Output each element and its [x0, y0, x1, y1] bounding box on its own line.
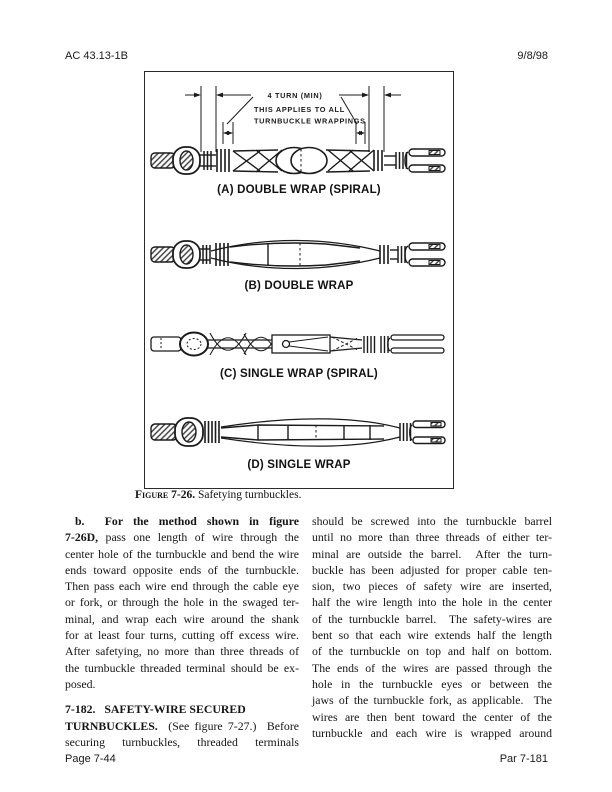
header-date: 9/8/98 [517, 50, 548, 62]
header-doc-number: AC 43.13-1B [65, 50, 128, 62]
text-line: of the turnbuckle barrel. The safety-wires are [312, 611, 552, 626]
diagram-d-label: (D) SINGLE WRAP [247, 459, 351, 471]
text-line: 7-26D, pass one length of wire through the [65, 530, 299, 545]
figure-7-26-box [144, 71, 454, 489]
right-column [312, 513, 552, 750]
text-line: The ends of the wires are passed through the [312, 660, 552, 675]
text-line: b. For the method shown in figure [75, 514, 299, 528]
text-line: bent so that each wire extends half the length [312, 628, 552, 643]
turnbuckle-double-wrap-illustration [148, 232, 452, 278]
paragraph-right [312, 513, 552, 741]
text-line: hole in the turnbuckle eyes or between the [312, 676, 552, 691]
text-line: jaws of the turnbuckle fork, as applicable. The [312, 693, 552, 708]
text-line: until no more than three threads of either ter- [312, 530, 552, 545]
text-line: minal, and wrap each wire around the shank [65, 611, 299, 626]
footer-paragraph-ref: Par 7-181 [499, 753, 548, 765]
turnbuckle-single-wrap-spiral-illustration [148, 322, 452, 368]
figure-caption [135, 489, 301, 501]
text-line: TURNBUCKLES. (See figure 7-27.) Before [65, 718, 299, 733]
figure-caption-number: Figure 7-26. [135, 489, 196, 501]
text-line: of the turnbuckle on top and half on bottom. [312, 644, 552, 659]
text-line: 7-182. SAFETY-WIRE SECURED [65, 702, 246, 717]
text-line: center hole of the turnbuckle and bend the wire [65, 546, 299, 561]
text-line: wires are then bent toward the center of the [312, 709, 552, 724]
text-line: securing turnbuckles, threaded terminals [65, 734, 299, 749]
left-column [65, 513, 299, 750]
text-line: or fork, or through the hole in the swaged ter- [65, 595, 299, 610]
turnbuckle-single-wrap-illustration [148, 410, 452, 456]
text-line: for at least four turns, cutting off excess wire. [65, 628, 299, 643]
page-header [65, 50, 548, 62]
diagram-a-label: (A) DOUBLE WRAP (SPIRAL) [217, 184, 381, 196]
callout-note-line2: TURNBUCKLE WRAPPINGS [254, 116, 366, 126]
text-line: Then pass each wire end through the cable eye [65, 579, 299, 594]
text-line: should be screwed into the turnbuckle barrel [312, 514, 552, 528]
text-line: turnbuckle and each wire is wrapped around [312, 725, 552, 740]
callout-dim-label: 4 TURN (MIN) [267, 91, 323, 100]
text-line: After safetying, no more than three threads of [65, 644, 299, 659]
paragraph-b [65, 513, 299, 692]
page-footer [65, 753, 548, 765]
text-line: buckle has been adjusted for proper cable ten- [312, 562, 552, 577]
callout-note-line1: THIS APPLIES TO ALL [254, 105, 345, 114]
turnbuckle-double-wrap-spiral-illustration [148, 138, 452, 184]
diagram-c-label: (C) SINGLE WRAP (SPIRAL) [220, 368, 378, 380]
text-line: the turnbuckle threaded terminal should be ex- [65, 660, 299, 675]
text-line: posed. [65, 676, 96, 691]
text-line: half the wire length into the hole in the center [312, 595, 552, 610]
body-text [65, 513, 552, 750]
text-line: ends toward opposite ends of the turnbuckle. [65, 562, 299, 577]
paragraph-7-182 [65, 701, 299, 750]
figure-caption-text: Safetying turnbuckles. [195, 489, 302, 501]
text-line: minal are outside the barrel. After the turn- [312, 546, 552, 561]
footer-page-number: Page 7-44 [65, 753, 116, 765]
diagram-b-label: (B) DOUBLE WRAP [244, 280, 354, 292]
text-line: sion, two pieces of safety wire are inserted, [312, 579, 552, 594]
